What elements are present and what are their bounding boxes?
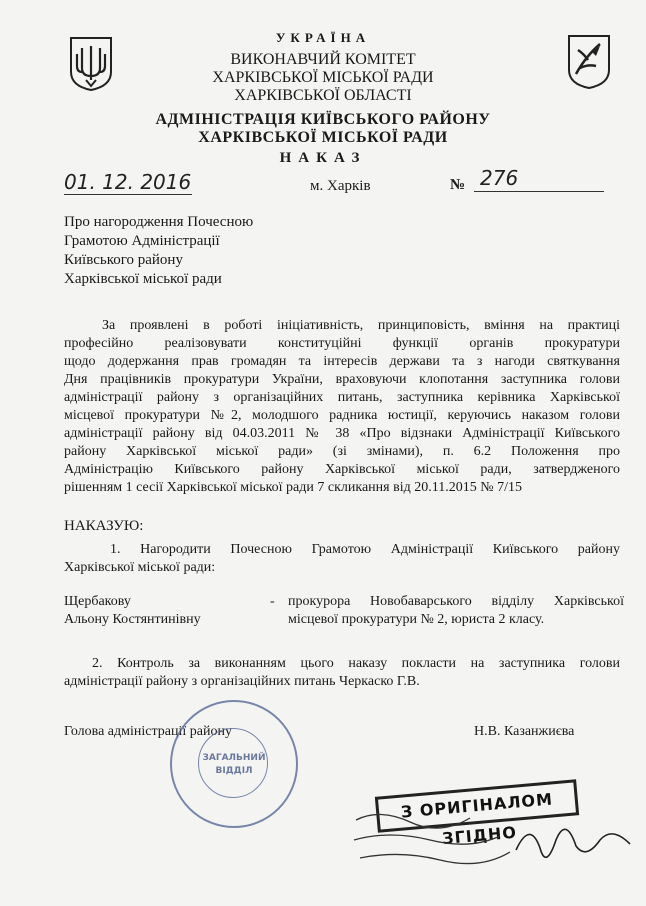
body-line: Адміністрацію Київського району Харківської міської ради, затвердженого [64,462,620,477]
subject-line: Грамотою Адміністрації [64,233,220,249]
org-line-3: ХАРКІВСЬКОЇ ОБЛАСТІ [234,87,412,104]
org-line-1: ВИКОНАВЧИЙ КОМІТЕТ [230,51,416,68]
item-2-line: адміністрації району з організаційних питань Черкаско Г.В. [64,674,420,689]
body-line: місцевої прокуратури №2, молодшого радника юстиції, керуючись наказом голови [64,408,620,423]
stamp-center-line: ВІДДІЛ [215,766,253,776]
document-date: 01. 12. 2016 [64,170,192,194]
item-2-line: 2. Контроль за виконанням цього наказу покласти на заступника голови [92,656,620,671]
awardee-description [288,593,624,629]
subject-block [64,213,253,289]
item-1-line: 1. Нагородити Почесною Грамотою Адміністрації Київського району [110,542,620,557]
body-line: району Харківської міської ради» (зі змінами), п. 6.2 Положення про [64,444,620,459]
body-line: адміністрації району від 04.03.2011 № 38 «Про відзнаки Адміністрації Київського [64,426,620,441]
country-title: УКРАЇНА [275,30,371,45]
awardee-given-names: Альону Костянтинівну [64,612,201,627]
document-number: 276 [474,166,604,192]
subject-line: Про нагородження Почесною [64,214,254,230]
document-type: НАКАЗ [279,150,367,166]
signatory-title: Голова адміністрації району [64,724,232,739]
order-item-2 [64,655,620,691]
admin-line-1: АДМІНІСТРАЦІЯ КИЇВСЬКОГО РАЙОНУ [155,111,491,128]
round-stamp [170,700,298,828]
number-label: № [450,177,466,193]
order-word: НАКАЗУЮ: [64,518,144,534]
awardee-desc-line: прокурора Новобаварського відділу Харківської [288,594,624,609]
body-line: рішенням 1 сесії Харківської міської ради 7 скликання від 20.11.2015 № 7/15 [64,480,522,495]
admin-line-2: ХАРКІВСЬКОЇ МІСЬКОЇ РАДИ [198,129,448,146]
body-line: адміністрації району з організаційних питань, заступника керівника Харківської [64,390,620,405]
body-line: професійно реалізовувати конституційні функції органів прокуратури [64,336,620,351]
order-item-1 [64,541,620,577]
awardee-dash: - [270,594,275,609]
org-line-2: ХАРКІВСЬКОЇ МІСЬКОЇ РАДИ [212,69,434,86]
item-1-line: Харківської міської ради: [64,560,216,575]
body-line: За проявлені в роботі ініціативність, принциповість, вміння на практиці [102,318,620,333]
signatory-name: Н.В. Казанжиєва [474,724,575,739]
copy-certified-stamp: З ОРИГІНАЛОМ ЗГІДНО [375,779,579,832]
stamp-center-line: ЗАГАЛЬНИЙ [202,753,266,763]
handwritten-signature-icon [340,800,636,880]
subject-line: Київського району [64,252,183,268]
awardee-name [64,593,201,629]
subject-line: Харківської міської ради [64,271,222,287]
document-city: м. Харків [310,178,371,194]
body-line: Дня працівників прокуратури України, враховуючи клопотання заступника голови [64,372,620,387]
awardee-desc-line: місцевої прокуратури № 2, юриста 2 класу. [288,612,545,627]
body-line: щодо додержання прав громадян та інтересів держави та з нагоди святкування [64,354,620,369]
awardee-surname: Щербакову [64,594,131,609]
body-paragraph [64,317,620,497]
